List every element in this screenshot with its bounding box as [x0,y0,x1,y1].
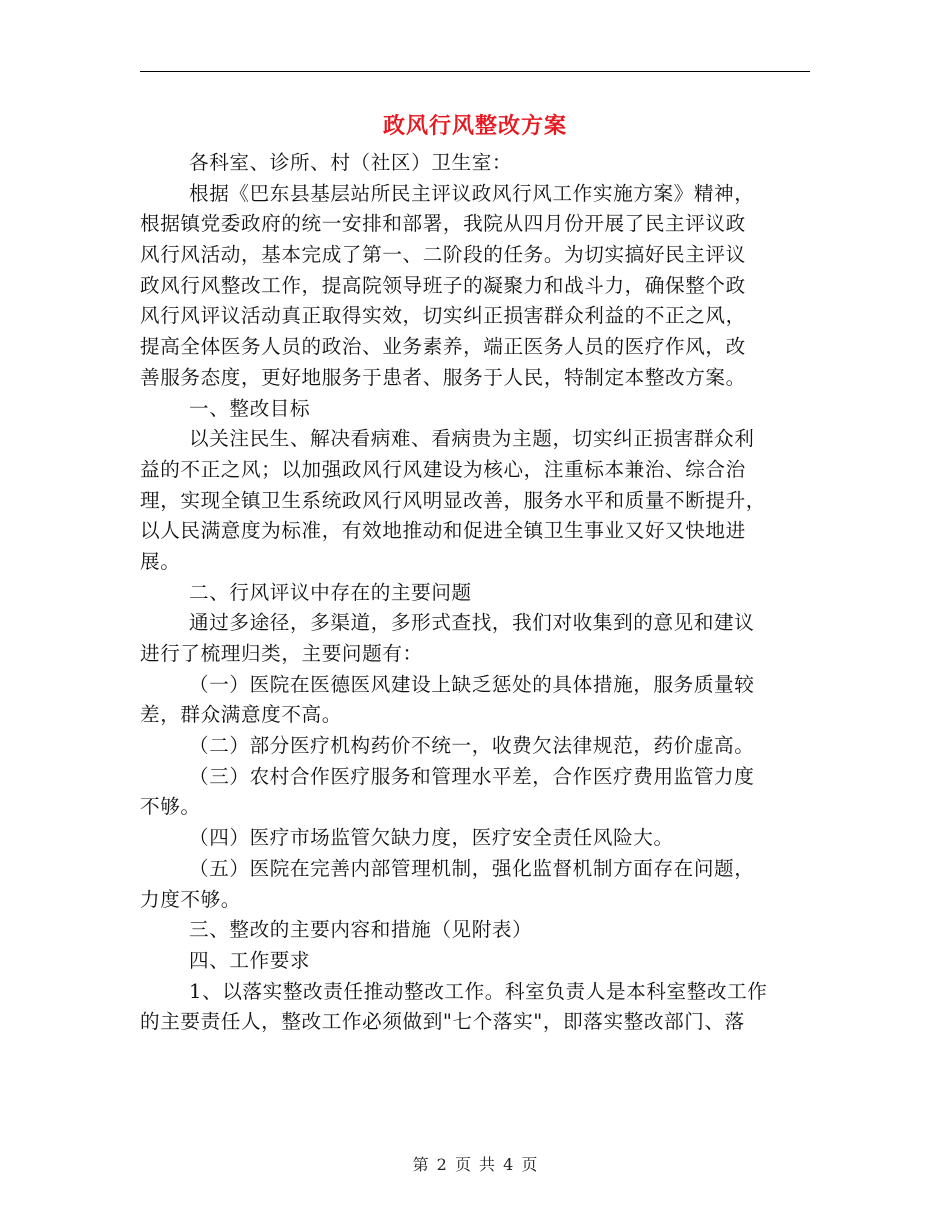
page-number: 第 2 页 共 4 页 [412,1155,538,1174]
paragraph-line: 理，实现全镇卫生系统政风行风明显改善，服务水平和质量不断提升， [140,488,767,512]
header-rule [140,71,810,72]
document-body [140,148,810,1038]
paragraph-line: 以关注民生、解决看病难、看病贵为主题，切实纠正损害群众利 [189,427,755,451]
list-item-continued: 不够。 [140,795,201,819]
list-item: （三）农村合作医疗服务和管理水平差，合作医疗费用监管力度 [189,764,755,788]
section-heading: 四、工作要求 [189,948,311,972]
section-heading: 一、整改目标 [189,396,311,420]
list-item: （一）医院在医德医风建设上缺乏惩处的具体措施，服务质量较 [189,672,755,696]
paragraph-line: 根据镇党委政府的统一安排和部署，我院从四月份开展了民主评议政 [140,212,746,236]
section-heading: 三、整改的主要内容和措施（见附表） [189,918,533,942]
paragraph-line: 以人民满意度为标准，有效地推动和促进全镇卫生事业又好又快地进 [140,519,746,543]
paragraph-line: 进行了梳理归类，主要问题有： [140,642,423,665]
paragraph-line: 的主要责任人，整改工作必须做到"七个落实"，即落实整改部门、落 [140,1010,745,1034]
document-title: 政风行风整改方案 [382,113,567,139]
list-item: （五）医院在完善内部管理机制，强化监督机制方面存在问题， [189,856,755,880]
paragraph-line: 风行风评议活动真正取得实效，切实纠正损害群众利益的不正之风， [140,304,746,328]
section-heading: 二、行风评议中存在的主要问题 [189,580,472,604]
list-item: （二）部分医疗机构药价不统一，收费欠法律规范，药价虚高。 [189,734,755,758]
list-item: （四）医疗市场监管欠缺力度，医疗安全责任风险大。 [189,826,674,850]
paragraph-line: 通过多途径，多渠道，多形式查找，我们对收集到的意见和建议 [189,611,755,635]
paragraph-line: 风行风活动，基本完成了第一、二阶段的任务。为切实搞好民主评议 [140,243,746,267]
paragraph-line: 提高全体医务人员的政治、业务素养，端正医务人员的医疗作风，改 [140,335,746,359]
paragraph-line: 政风行风整改工作，提高院领导班子的凝聚力和战斗力，确保整个政 [140,273,746,297]
paragraph-line: 益的不正之风；以加强政风行风建设为核心，注重标本兼治、综合治 [140,457,746,481]
paragraph-line: 1、以落实整改责任推动整改工作。科室负责人是本科室整改工作 [189,979,768,1003]
list-item-continued: 力度不够。 [140,887,241,911]
salutation: 各科室、诊所、村（社区）卫生室： [189,151,513,174]
list-item-continued: 差，群众满意度不高。 [140,703,342,727]
paragraph-line: 善服务态度，更好地服务于患者、服务于人民，特制定本整改方案。 [140,365,746,389]
paragraph-line: 根据《巴东县基层站所民主评议政风行风工作实施方案》精神， [189,181,755,205]
paragraph-line: 展。 [140,549,181,573]
